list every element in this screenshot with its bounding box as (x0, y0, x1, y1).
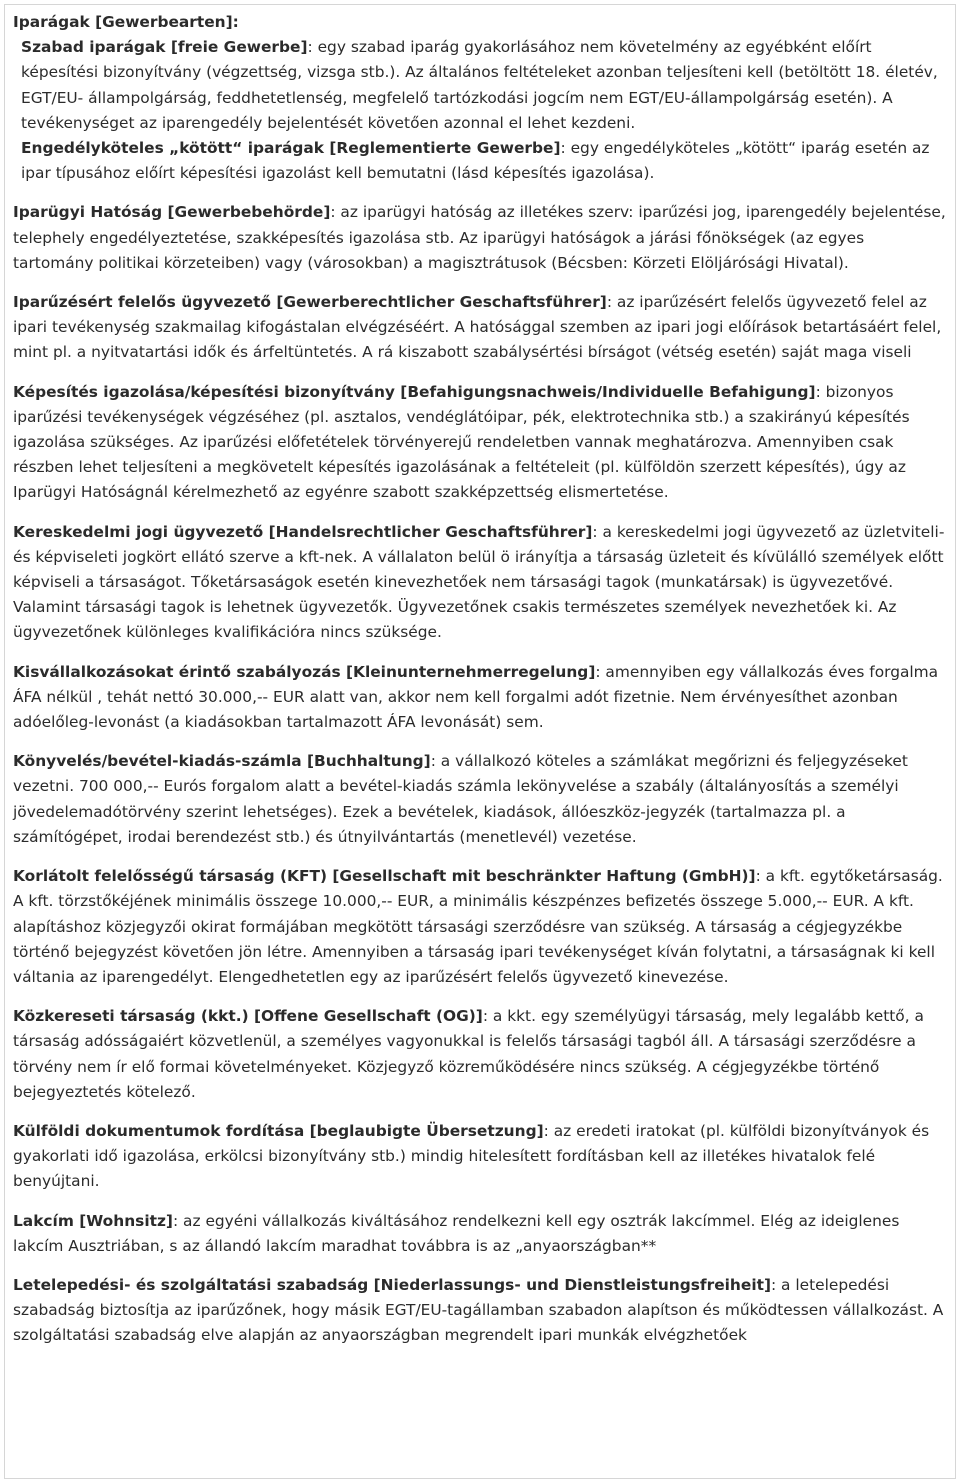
entry-term: Lakcím [Wohnsitz] (13, 1211, 173, 1230)
entry-body: : az eredeti iratokat (pl. külföldi bizonyítványok és gyakorlati idő igazolása, erkölcsi bizonyítvány stb.) mindig hitelesített fordításban kell az illetékes hivatalok felé benyújtani. (13, 1121, 930, 1191)
entry-body: : a letelepedési szabadság biztosítja az iparűzőnek, hogy másik EGT/EU-tagállamban szabadon alapítson és működtessen vállalkozást. A szolgáltatási szabadság elve alapján az anyaországban megrendelt ipari munkák elvégzhetőek (13, 1275, 944, 1345)
section-heading: Iparágak [Gewerbearten]: (13, 13, 239, 31)
entry-kisvallalkozas (13, 660, 949, 736)
entry-term: Szabad iparágak [freie Gewerbe] (21, 38, 308, 57)
entry-kulfoldi-dokumentumok (13, 1119, 949, 1195)
entry-iparugyi-hatosag (13, 200, 949, 276)
entry-kereskedelmi-jogi (13, 520, 949, 646)
entry-body: : az egyéni vállalkozás kiváltásához rendelkezni kell egy osztrák lakcímmel. Elég az ideiglenes lakcím Ausztriában, s az állandó lakcím maradhat továbbra is az „anyaországban** (13, 1211, 900, 1255)
entry-term: Könyvelés/bevétel-kiadás-számla [Buchhaltung] (13, 752, 431, 771)
entry-term: Letelepedési- és szolgáltatási szabadság [Niederlassungs- und Dienstleistungsfreiheit] (13, 1275, 771, 1294)
entry-body: : a kft. egytőketársaság. A kft. törzstőkéjének minimális összege 10.000,-- EUR, a minimális készpénzes befizetés összege 5.000,-- EUR. A kft. alapításhoz közjegyzői okirat formájában megkötött társasági szerződésre van szükség. A társaság a cégjegyzékbe történő bejegyzést követően jön létre. Amennyiben a társaság ipari tevékenységet kíván folytatni, a társaságnak ki kell váltania az iparengedélyt. Elengedhetetlen egy az iparűzésért felelős ügyvezető kinevezése. (13, 867, 943, 986)
entry-term: Iparűzésért felelős ügyvezető [Gewerberechtlicher Geschaftsführer] (13, 293, 607, 312)
entry-body: : amennyiben egy vállalkozás éves forgalma ÁFA nélkül , tehát nettó 30.000,-- EUR alatt van, akkor nem kell forgalmi adót fizetnie. Nem érvényesíthet azonban adóelőleg-levonást (a kiadásokban tartalmazott ÁFA levonását) sem. (13, 662, 939, 732)
entry-konyveles (13, 749, 949, 850)
entry-body: : bizonyos iparűzési tevékenységek végzéséhez (pl. asztalos, vendéglátóipar, pék, elektrotechnika stb.) a szakirányú képesítés igazolása szükséges. Az iparűzési előfetételek törvényerejű rendeletben vannak meghatározva. Amennyiben csak részben lehet teljesíteni a megkövetelt képesítés igazolásának a feltételeit (pl. külföldön szerzett képesítés), úgy az Iparügyi Hatóságnál kérelmezhető az egyénre szabott szakképzettség elismertetése. (13, 382, 910, 502)
entry-term: Kisvállalkozásokat érintő szabályozás [Kleinunternehmerregelung] (13, 662, 596, 681)
entry-body: : a kkt. egy személyügyi társaság, mely legalább kettő, a társaság adósságaiért közvetlenül, a személyes vagyonukkal is felelős társasági tagból áll. A társasági szerződésre a törvény nem ír elő formai követelményeket. Közjegyző közreműködésére nincs szükség. A cégjegyzékbe történő bejegyeztetés kötelező. (13, 1007, 924, 1101)
entry-iparuzesert-felelos (13, 290, 949, 366)
entry-term: Közkereseti társaság (kkt.) [Offene Gesellschaft (OG)] (13, 1007, 483, 1026)
entry-body: : egy engedélyköteles „kötött“ iparág esetén az ipar típusához előírt képesítési igazolást kell bemutatni (lásd képesítés igazolása). (21, 139, 930, 183)
glossary-document (13, 10, 949, 1363)
entry-term: Iparügyi Hatóság [Gewerbebehörde] (13, 203, 331, 222)
entry-body: : a kereskedelmi jogi ügyvezető az üzletviteli- és képviseleti jogkört ellátó szerve a kft-nek. A vállalaton belül ö irányítja a társaság üzleteit és kívülálló személyek előtt képviseli a társaságot. Tőketársaságok esetén kinevezhetőek nem társasági tagok (munkatársak) is ügyvezetővé. Valamint társasági tagok is lehetnek ügyvezetők. Ügyvezetőnek csakis természetes személyek nevezhetőek ki. Az ügyvezetőnek különleges kvalifikációra nincs szüksége. (13, 522, 945, 642)
entry-szabad-iparagak (13, 35, 949, 136)
entry-kkt (13, 1004, 949, 1105)
entry-body: : az iparügyi hatóság az illetékes szerv: iparűzési jog, iparengedély bejelentése, telephely engedélyeztetése, szakképesítés igazolása stb. Az iparügyi hatóságok a járási főnökségek (az egyes tartomány politikai körzeteiben) vagy (városokban) a magisztrátusok (Bécsben: Körzeti Elöljárósági Hivatal). (13, 203, 946, 272)
entry-body: : az iparűzésért felelős ügyvezető felel az ipari tevékenység szakmailag kifogástalan elvégzéséért. A hatósággal szemben az ipari jogi előírások betartásáért felel, mint pl. a nyitvatartási idők és árfeltüntetés. A rá kiszabott szabálysértési bírságot (vétség esetén) saját maga viseli (13, 293, 942, 362)
entry-lakcim (13, 1209, 949, 1259)
heading-entry (13, 10, 949, 35)
entry-term: Korlátolt felelősségű társaság (KFT) [Gesellschaft mit beschränkter Haftung (GmbH)] (13, 867, 756, 886)
entry-term: Kereskedelmi jogi ügyvezető [Handelsrechtlicher Geschaftsführer] (13, 522, 593, 541)
entry-body: : egy szabad iparág gyakorlásához nem követelmény az egyébként előírt képesítési bizonyítvány (végzettség, vizsga stb.). Az általános feltételeket azonban teljesíteni kell (betöltött 18. életév, EGT/EU- állampolgárság, feddhetetlenség, megfelelő tartózkodási jogcím nem EGT/EU-állampolgárság esetén). A tevékenységet az iparengedély bejelentését követően azonnal el lehet kezdeni. (21, 38, 938, 132)
entry-kft (13, 864, 949, 990)
entry-term: Külföldi dokumentumok fordítása [beglaubigte Übersetzung] (13, 1121, 544, 1140)
entry-term: Engedélyköteles „kötött“ iparágak [Reglementierte Gewerbe] (21, 139, 561, 158)
entry-kepesites-igazolasa (13, 380, 949, 506)
entry-term: Képesítés igazolása/képesítési bizonyítvány [Befahigungsnachweis/Individuelle Befahigung] (13, 382, 816, 401)
entry-engedelykoteles (13, 136, 949, 186)
entry-letelepedesi (13, 1273, 949, 1349)
entry-body: : a vállalkozó köteles a számlákat megőrizni és feljegyzéseket vezetni. 700 000,-- Eurós forgalom alatt a bevétel-kiadás számla lekönyvelése a szabály (általányosítás a személyi jövedelemadótörvény szerint lehetséges). Ezek a bevételek, kiadások, állóeszköz-jegyzék (tartalmazza pl. a számítógépet, irodai berendezést stb.) és útnyilvántartás (menetlevél) vezetése. (13, 752, 908, 846)
